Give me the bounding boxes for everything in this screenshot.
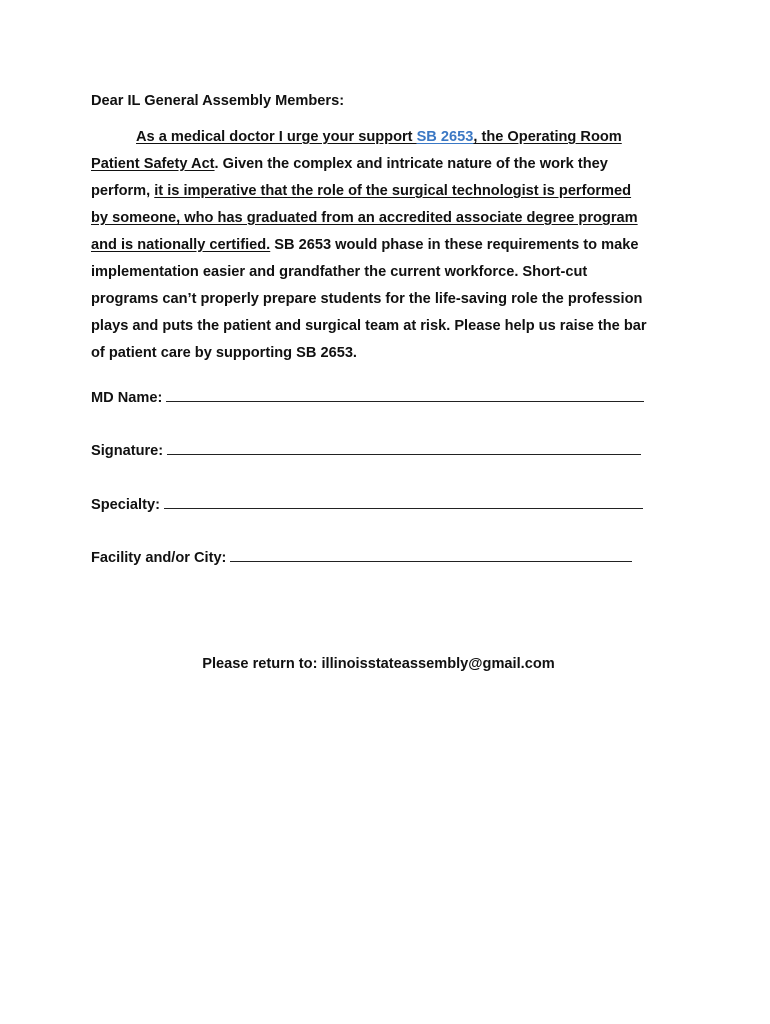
body-text: As a medical doctor I urge your support: [136, 129, 417, 145]
body-line-5: [91, 235, 681, 262]
facility-label: Facility and/or City:: [91, 550, 227, 566]
body-line-8: plays and puts the patient and surgical team at risk. Please help us raise the bar: [91, 318, 647, 334]
body-line-3: [91, 181, 681, 208]
body-text: SB 2653 would phase in these requirements to make: [270, 237, 639, 253]
facility-blank[interactable]: [230, 547, 632, 562]
md-name-label: MD Name:: [91, 390, 163, 406]
salutation: Dear IL General Assembly Members:: [91, 93, 345, 109]
emphasis-text: it is imperative that the role of the surgical technologist is performed: [154, 183, 632, 199]
body-line-2: [91, 154, 681, 181]
body-line-1: [91, 127, 681, 154]
body-text: perform,: [91, 183, 155, 199]
md-name-blank[interactable]: [166, 387, 644, 402]
emphasis-text: and is nationally certified.: [91, 237, 271, 253]
md-name-field: [91, 387, 644, 408]
act-name: Patient Safety Act: [91, 156, 215, 172]
specialty-label: Specialty:: [91, 497, 160, 513]
return-instructions: Please return to: illinoisstateassembly@gmail.com: [202, 656, 555, 672]
facility-field: [91, 547, 632, 568]
letter-body: [91, 127, 681, 370]
body-line-7: programs can’t properly prepare students for the life-saving role the profession: [91, 291, 643, 307]
signature-field: [91, 440, 641, 461]
body-text: . Given the complex and intricate nature of the work they: [214, 156, 608, 172]
signature-blank[interactable]: [167, 440, 641, 455]
body-line-4: [91, 208, 681, 235]
body-text: , the Operating Room: [473, 129, 622, 145]
body-line-6: implementation easier and grandfather the current workforce. Short-cut: [91, 264, 588, 280]
signature-label: Signature:: [91, 443, 164, 459]
specialty-field: [91, 494, 643, 515]
specialty-blank[interactable]: [164, 494, 643, 509]
sb-2653-link[interactable]: SB 2653: [416, 129, 474, 145]
emphasis-text: by someone, who has graduated from an accredited associate degree program: [91, 210, 638, 226]
body-line-9: of patient care by supporting SB 2653.: [91, 345, 357, 361]
